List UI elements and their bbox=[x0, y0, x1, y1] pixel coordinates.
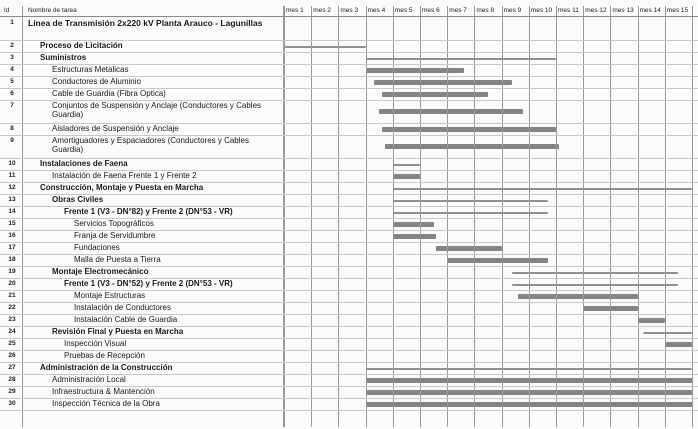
row-number: 1 bbox=[10, 19, 14, 26]
task-name-column-header: Nombre de tarea bbox=[28, 7, 77, 14]
row-gridline bbox=[0, 242, 698, 243]
month-gridline bbox=[692, 6, 693, 427]
month-header: mes 8 bbox=[476, 7, 495, 14]
month-header: mes 6 bbox=[422, 7, 440, 14]
row-gridline bbox=[0, 194, 698, 195]
month-gridline bbox=[610, 6, 611, 427]
task-name: Montaje Estructuras bbox=[74, 291, 146, 300]
row-number: 12 bbox=[8, 184, 16, 191]
gantt-bar[interactable] bbox=[638, 318, 665, 323]
task-name: Frente 1 (V3 - DN°82) y Frente 2 (DN°53 - VR) bbox=[64, 207, 233, 216]
id-column-divider bbox=[22, 6, 23, 427]
row-number: 19 bbox=[8, 268, 16, 275]
task-name: Aisladores de Suspensión y Anclaje bbox=[52, 124, 179, 133]
table-row[interactable] bbox=[0, 158, 698, 170]
month-header: mes 10 bbox=[530, 7, 553, 14]
table-row[interactable] bbox=[0, 230, 698, 242]
row-number: 16 bbox=[8, 232, 16, 239]
table-row[interactable] bbox=[0, 123, 698, 135]
row-number: 13 bbox=[8, 196, 16, 203]
gantt-bar[interactable] bbox=[512, 284, 678, 286]
table-row[interactable] bbox=[0, 17, 698, 40]
task-name: Montaje Electromecánico bbox=[52, 267, 149, 276]
gantt-bar[interactable] bbox=[366, 58, 556, 60]
task-name: Amortiguadores y Espaciadores (Conductores y Cables Guardia) bbox=[52, 136, 249, 154]
row-gridline bbox=[0, 123, 698, 124]
row-number: 25 bbox=[8, 340, 16, 347]
row-gridline bbox=[0, 158, 698, 159]
month-gridline bbox=[393, 6, 394, 427]
month-header: mes 15 bbox=[666, 7, 689, 14]
table-row[interactable] bbox=[0, 254, 698, 266]
task-name: Conductores de Aluminio bbox=[52, 77, 141, 86]
row-number: 2 bbox=[10, 42, 14, 49]
month-header: mes 2 bbox=[313, 7, 331, 14]
month-gridline bbox=[284, 6, 285, 427]
task-name: Inspección Visual bbox=[64, 339, 127, 348]
row-gridline bbox=[0, 254, 698, 255]
month-header: mes 5 bbox=[394, 7, 413, 14]
row-gridline bbox=[0, 278, 698, 279]
gantt-bar[interactable] bbox=[518, 294, 638, 299]
task-name: Administración de la Construcción bbox=[40, 363, 173, 372]
task-name: Suministros bbox=[40, 53, 87, 62]
table-row[interactable] bbox=[0, 100, 698, 123]
row-number: 28 bbox=[8, 376, 16, 383]
row-gridline bbox=[0, 374, 698, 375]
row-gridline bbox=[0, 350, 698, 351]
row-number: 22 bbox=[8, 304, 16, 311]
row-gridline bbox=[0, 170, 698, 171]
task-name: Infraestructura & Mantención bbox=[52, 387, 155, 396]
row-number: 7 bbox=[10, 102, 14, 109]
row-gridline bbox=[0, 206, 698, 207]
row-number: 8 bbox=[10, 125, 14, 132]
row-number: 23 bbox=[8, 316, 16, 323]
month-header: mes 4 bbox=[367, 7, 386, 14]
task-name: Franja de Servidumbre bbox=[74, 231, 156, 240]
month-gridline bbox=[311, 6, 312, 427]
row-number: 3 bbox=[10, 54, 14, 61]
row-number: 9 bbox=[10, 137, 14, 144]
row-gridline bbox=[0, 88, 698, 89]
row-gridline bbox=[0, 100, 698, 101]
row-gridline bbox=[0, 302, 698, 303]
task-name: Servicios Topográficos bbox=[74, 219, 154, 228]
row-gridline bbox=[0, 40, 698, 41]
month-gridline bbox=[583, 6, 584, 427]
task-name: Administración Local bbox=[52, 375, 126, 384]
task-name: Instalaciones de Faena bbox=[40, 159, 128, 168]
row-gridline bbox=[0, 410, 698, 411]
task-name: Obras Civiles bbox=[52, 195, 104, 204]
row-number: 18 bbox=[8, 256, 16, 263]
task-name: Cable de Guardia (Fibra Optica) bbox=[52, 89, 166, 98]
task-name: Construcción, Montaje y Puesta en Marcha bbox=[40, 183, 204, 192]
header-divider bbox=[0, 16, 698, 17]
row-number: 15 bbox=[8, 220, 16, 227]
gantt-bar[interactable] bbox=[393, 222, 434, 227]
month-gridline bbox=[556, 6, 557, 427]
row-gridline bbox=[0, 362, 698, 363]
table-row[interactable] bbox=[0, 64, 698, 76]
row-gridline bbox=[0, 135, 698, 136]
row-number: 14 bbox=[8, 208, 16, 215]
gantt-bar[interactable] bbox=[393, 234, 437, 239]
table-row[interactable] bbox=[0, 88, 698, 100]
row-number: 27 bbox=[8, 364, 16, 371]
month-header: mes 3 bbox=[340, 7, 359, 14]
row-gridline bbox=[0, 338, 698, 339]
row-gridline bbox=[0, 314, 698, 315]
task-name: Estructuras Metalicas bbox=[52, 65, 129, 74]
row-number: 26 bbox=[8, 352, 16, 359]
month-gridline bbox=[447, 6, 448, 427]
table-row[interactable] bbox=[0, 76, 698, 88]
month-header: mes 13 bbox=[612, 7, 634, 14]
month-gridline bbox=[665, 6, 666, 427]
table-row[interactable] bbox=[0, 194, 698, 206]
month-gridline bbox=[529, 6, 530, 427]
row-gridline bbox=[0, 398, 698, 399]
month-header: mes 1 bbox=[286, 7, 304, 14]
row-gridline bbox=[0, 326, 698, 327]
month-header: mes 12 bbox=[585, 7, 607, 14]
month-header: mes 11 bbox=[558, 7, 579, 14]
gantt-bar[interactable] bbox=[366, 68, 464, 73]
gantt-bar[interactable] bbox=[385, 144, 559, 149]
row-gridline bbox=[0, 266, 698, 267]
table-row[interactable] bbox=[0, 52, 698, 64]
row-gridline bbox=[0, 218, 698, 219]
table-row[interactable] bbox=[0, 170, 698, 182]
task-name: Instalación de Conductores bbox=[74, 303, 171, 312]
month-header: mes 9 bbox=[503, 7, 522, 14]
task-name: Fundaciones bbox=[74, 243, 120, 252]
gantt-bar[interactable] bbox=[284, 46, 366, 48]
task-name: Línea de Transmisión 2x220 kV Planta Arauco - Lagunillas bbox=[28, 18, 263, 28]
task-name: Conjuntos de Suspensión y Anclaje (Conductores y Cables Guardia) bbox=[52, 101, 262, 119]
row-gridline bbox=[0, 52, 698, 53]
month-gridline bbox=[338, 6, 339, 427]
row-gridline bbox=[0, 76, 698, 77]
row-number: 6 bbox=[10, 90, 14, 97]
gantt-bar[interactable] bbox=[393, 212, 548, 214]
row-number: 21 bbox=[8, 292, 16, 299]
task-name: Proceso de Licitación bbox=[40, 41, 123, 50]
table-row[interactable] bbox=[0, 135, 698, 158]
id-column-header: Id bbox=[4, 7, 10, 14]
table-row[interactable] bbox=[0, 338, 698, 350]
table-row[interactable] bbox=[0, 206, 698, 218]
task-name: Frente 1 (V3 - DN°52) y Frente 2 (DN°53 - VR) bbox=[64, 279, 233, 288]
task-name: Pruebas de Recepción bbox=[64, 351, 145, 360]
month-header: mes 7 bbox=[449, 7, 467, 14]
gantt-bar[interactable] bbox=[393, 188, 692, 190]
gantt-bar[interactable] bbox=[643, 332, 692, 334]
row-number: 30 bbox=[8, 400, 16, 407]
gantt-bar[interactable] bbox=[665, 342, 692, 347]
month-gridline bbox=[366, 6, 367, 427]
month-gridline bbox=[420, 6, 421, 427]
gantt-bar[interactable] bbox=[382, 92, 488, 97]
gantt-bar[interactable] bbox=[512, 272, 678, 274]
table-row[interactable] bbox=[0, 242, 698, 254]
task-name: Instalación de Faena Frente 1 y Frente 2 bbox=[52, 171, 197, 180]
table-row[interactable] bbox=[0, 350, 698, 362]
month-gridline bbox=[474, 6, 475, 427]
row-gridline bbox=[0, 182, 698, 183]
row-gridline bbox=[0, 290, 698, 291]
row-gridline bbox=[0, 64, 698, 65]
row-gridline bbox=[0, 386, 698, 387]
table-row[interactable] bbox=[0, 218, 698, 230]
gantt-bar[interactable] bbox=[447, 258, 548, 263]
task-name: Malla de Puesta a Tierra bbox=[74, 255, 161, 264]
row-number: 29 bbox=[8, 388, 16, 395]
month-gridline bbox=[638, 6, 639, 427]
row-number: 5 bbox=[10, 78, 14, 85]
table-row[interactable] bbox=[0, 314, 698, 326]
gantt-bar[interactable] bbox=[393, 164, 420, 166]
row-number: 4 bbox=[10, 66, 14, 73]
month-gridline bbox=[502, 6, 503, 427]
task-name: Inspección Técnica de la Obra bbox=[52, 399, 160, 408]
row-number: 10 bbox=[8, 160, 16, 167]
gantt-bar[interactable] bbox=[374, 80, 513, 85]
gantt-bar[interactable] bbox=[393, 200, 548, 202]
month-header: mes 14 bbox=[639, 7, 661, 14]
row-number: 11 bbox=[8, 172, 16, 179]
table-row[interactable] bbox=[0, 326, 698, 338]
row-number: 24 bbox=[8, 328, 16, 335]
task-name: Revisión Final y Puesta en Marcha bbox=[52, 327, 184, 336]
gantt-bar[interactable] bbox=[393, 174, 420, 179]
task-name: Instalación Cable de Guardia bbox=[74, 315, 178, 324]
row-number: 20 bbox=[8, 280, 16, 287]
row-gridline bbox=[0, 230, 698, 231]
row-number: 17 bbox=[8, 244, 16, 251]
